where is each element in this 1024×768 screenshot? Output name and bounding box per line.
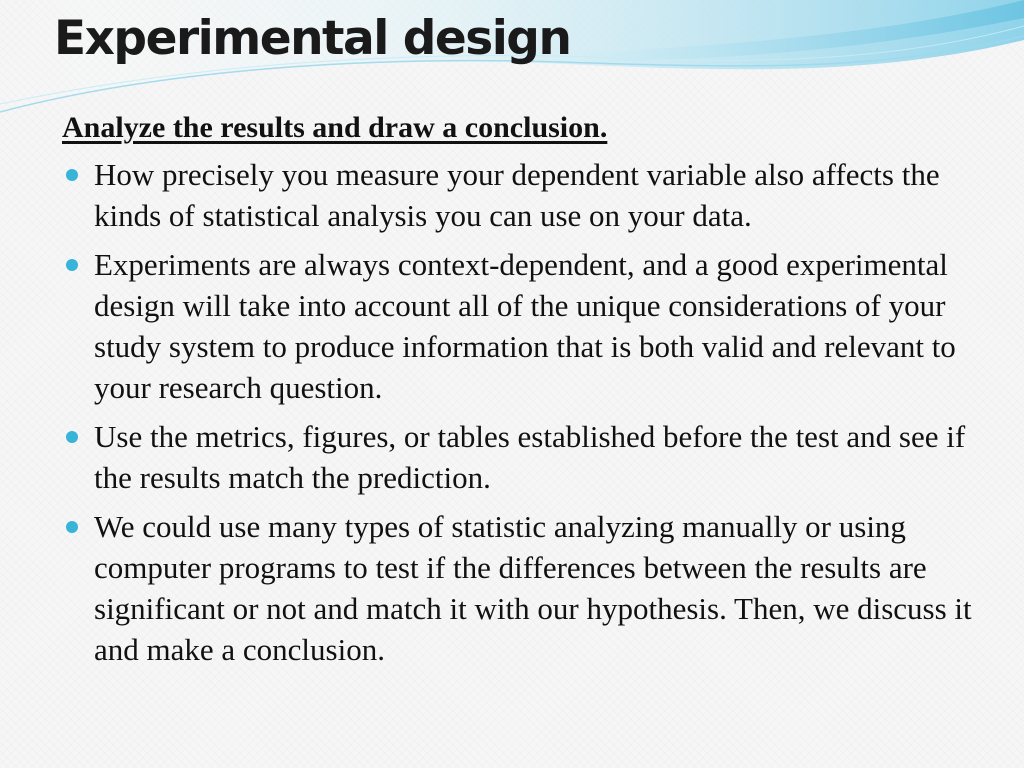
bullet-item bbox=[62, 244, 982, 408]
bullet-text: Use the metrics, figures, or tables established before the test and see if the results match the prediction. bbox=[94, 419, 966, 495]
slide-title: Experimental design bbox=[54, 11, 571, 66]
bullet-list bbox=[62, 154, 982, 670]
slide-content bbox=[62, 106, 982, 678]
section-subheading: Analyze the results and draw a conclusion. bbox=[62, 111, 608, 144]
bullet-text: We could use many types of statistic analyzing manually or using computer programs to test if the differences between the results are significant or not and match it with our hypothesis. Then, we discuss it and make a conclusion. bbox=[94, 509, 972, 667]
bullet-text: How precisely you measure your dependent variable also affects the kinds of statistical analysis you can use on your data. bbox=[94, 157, 940, 233]
bullet-item bbox=[62, 506, 982, 670]
bullet-dot-icon bbox=[66, 521, 78, 533]
bullet-item bbox=[62, 416, 982, 498]
bullet-dot-icon bbox=[66, 259, 78, 271]
bullet-text: Experiments are always context-dependent, and a good experimental design will take into account all of the unique considerations of your study system to produce information that is both valid and relevant to your research question. bbox=[94, 247, 956, 405]
bullet-item bbox=[62, 154, 982, 236]
bullet-dot-icon bbox=[66, 169, 78, 181]
bullet-dot-icon bbox=[66, 431, 78, 443]
